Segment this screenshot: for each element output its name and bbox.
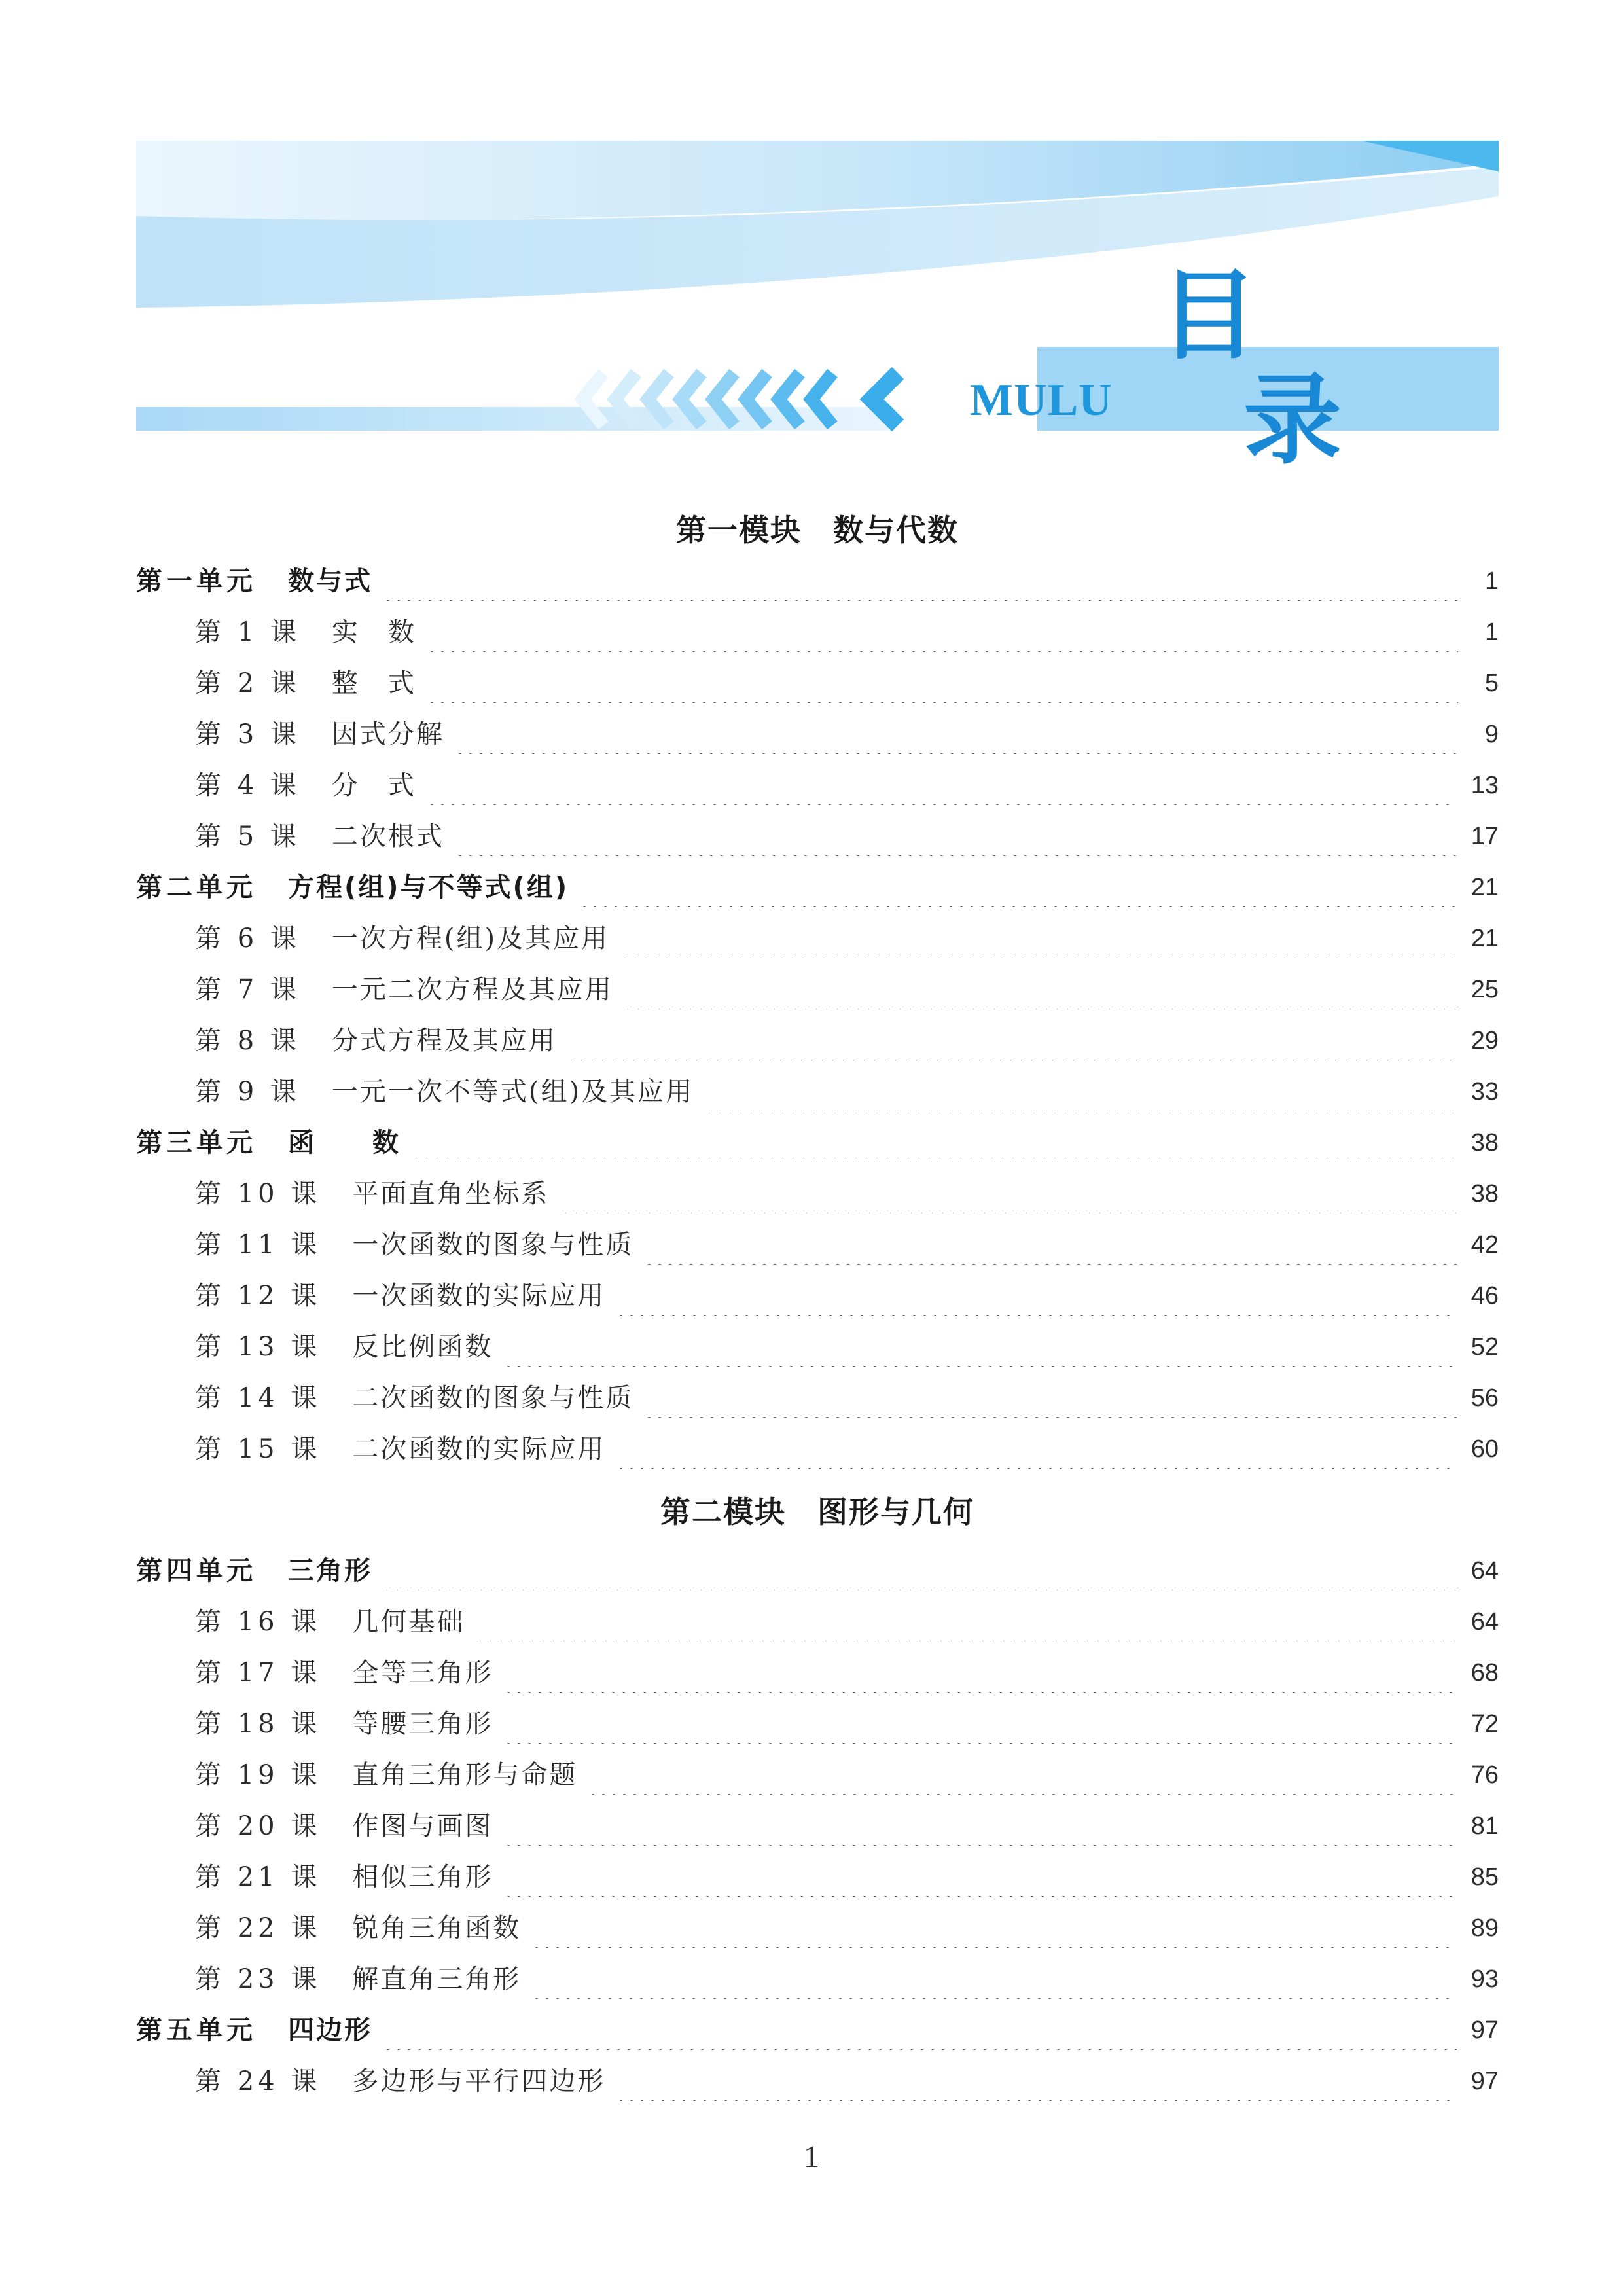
lesson-title: 解直角三角形 [352, 1964, 522, 1994]
toc-lesson-entry[interactable] [195, 1602, 1499, 1641]
dot-leader [704, 1072, 1457, 1111]
lesson-title: 平面直角坐标系 [352, 1179, 550, 1209]
lesson-number: 第 7 课 [195, 975, 300, 1005]
toc-lesson-entry[interactable] [195, 664, 1499, 703]
lesson-title: 一次方程(组)及其应用 [331, 924, 610, 954]
toc-lesson-entry[interactable] [195, 1857, 1499, 1897]
lesson-number: 第 14 课 [195, 1383, 321, 1413]
lesson-title: 锐角三角函数 [352, 1913, 522, 1943]
page-ref: 21 [1471, 925, 1499, 952]
lesson-number: 第 18 课 [195, 1709, 321, 1739]
lesson-number: 第 21 课 [195, 1862, 321, 1892]
lesson-number: 第 20 课 [195, 1811, 321, 1841]
dot-leader [503, 1653, 1456, 1693]
lesson-title: 一元一次不等式(组)及其应用 [331, 1077, 694, 1107]
lesson-number: 第 6 课 [195, 924, 300, 954]
unit-title: 三角形 [288, 1556, 372, 1586]
lesson-title: 二次函数的实际应用 [352, 1434, 606, 1464]
dot-leader [616, 1276, 1456, 1316]
lesson-number: 第 13 课 [195, 1332, 321, 1362]
toc-lesson-entry[interactable] [195, 1704, 1499, 1744]
lesson-number: 第 10 课 [195, 1179, 321, 1209]
page-ref: 64 [1471, 1608, 1499, 1636]
toc-lesson-entry[interactable] [195, 1021, 1499, 1060]
lesson-title: 一次函数的实际应用 [352, 1281, 606, 1311]
page-ref: 64 [1471, 1557, 1499, 1585]
dot-leader [560, 1174, 1456, 1213]
toc-unit-entry[interactable] [136, 868, 1499, 907]
lesson-number: 第 23 课 [195, 1964, 321, 1994]
dot-leader [531, 1909, 1456, 1948]
toc-lesson-entry[interactable] [195, 1072, 1499, 1111]
toc-lesson-entry[interactable] [195, 1755, 1499, 1795]
dot-leader [624, 970, 1457, 1009]
lesson-title: 整 式 [331, 668, 416, 698]
toc-lesson-entry[interactable] [195, 1806, 1499, 1846]
lesson-number: 第 24 课 [195, 2066, 321, 2096]
unit-title: 四边形 [288, 2015, 372, 2045]
toc-unit-entry[interactable] [136, 1551, 1499, 1590]
page-title-part1: 目 [1160, 259, 1258, 373]
lesson-title: 因式分解 [331, 719, 444, 749]
toc-lesson-entry[interactable] [195, 970, 1499, 1009]
unit-number: 第一单元 [136, 566, 257, 596]
lesson-title: 一元二次方程及其应用 [331, 975, 613, 1005]
lesson-title: 直角三角形与命题 [352, 1760, 578, 1790]
toc-lesson-entry[interactable] [195, 817, 1499, 856]
page-ref: 76 [1471, 1761, 1499, 1789]
toc-lesson-entry[interactable] [195, 2062, 1499, 2101]
lesson-title: 反比例函数 [352, 1332, 493, 1362]
page-ref: 38 [1471, 1180, 1499, 1208]
lesson-title: 二次根式 [331, 821, 444, 852]
lesson-title: 全等三角形 [352, 1658, 493, 1688]
page-ref: 25 [1471, 976, 1499, 1003]
page-ref: 1 [1484, 619, 1499, 646]
lesson-number: 第 16 课 [195, 1607, 321, 1637]
lesson-title: 等腰三角形 [352, 1709, 493, 1739]
page-ref: 72 [1471, 1710, 1499, 1738]
page-title-part2: 录 [1243, 364, 1342, 478]
page-ref: 33 [1471, 1078, 1499, 1105]
lesson-number: 第 17 课 [195, 1658, 321, 1688]
unit-title: 方程(组)与不等式(组) [288, 872, 569, 903]
lesson-number: 第 2 课 [195, 668, 300, 698]
dot-leader [531, 1960, 1456, 1999]
page-ref: 56 [1471, 1384, 1499, 1412]
dot-leader [383, 1551, 1457, 1590]
lesson-title: 实 数 [331, 617, 416, 647]
toc-lesson-entry[interactable] [195, 715, 1499, 754]
banner-subtitle: MULU [970, 375, 1113, 425]
dot-leader [455, 715, 1458, 754]
lesson-number: 第 9 课 [195, 1077, 300, 1107]
dot-leader [567, 1021, 1457, 1060]
dot-leader [411, 1123, 1457, 1162]
lesson-title: 一次函数的图象与性质 [352, 1230, 634, 1260]
toc-lesson-entry[interactable] [195, 1276, 1499, 1316]
dot-leader [579, 868, 1457, 907]
toc-unit-entry[interactable] [136, 2011, 1499, 2050]
dot-leader [427, 664, 1458, 703]
unit-title: 函 数 [288, 1128, 401, 1158]
toc-lesson-entry[interactable] [195, 1327, 1499, 1367]
page-ref: 93 [1471, 1965, 1499, 1993]
unit-number: 第三单元 [136, 1128, 257, 1158]
lesson-number: 第 12 课 [195, 1281, 321, 1311]
page-ref: 81 [1471, 1812, 1499, 1840]
page-ref: 46 [1471, 1282, 1499, 1310]
page-ref: 89 [1471, 1914, 1499, 1942]
unit-number: 第二单元 [136, 872, 257, 903]
lesson-number: 第 19 课 [195, 1760, 321, 1790]
toc-lesson-entry[interactable] [195, 1225, 1499, 1265]
banner-graphic [0, 0, 1623, 497]
lesson-title: 作图与画图 [352, 1811, 493, 1841]
dot-leader [427, 766, 1457, 805]
lesson-number: 第 1 课 [195, 617, 300, 647]
toc-unit-entry[interactable] [136, 1123, 1499, 1162]
page-ref: 21 [1471, 874, 1499, 901]
dot-leader [616, 2062, 1456, 2101]
page-ref: 97 [1471, 2017, 1499, 2044]
dot-leader [644, 1378, 1456, 1418]
toc-lesson-entry[interactable] [195, 1909, 1499, 1948]
lesson-number: 第 3 课 [195, 719, 300, 749]
page-ref: 5 [1484, 670, 1499, 697]
unit-number: 第四单元 [136, 1556, 257, 1586]
toc-lesson-entry[interactable] [195, 1174, 1499, 1213]
toc-lesson-entry[interactable] [195, 1429, 1499, 1469]
dot-leader [383, 2011, 1457, 2050]
lesson-title: 多边形与平行四边形 [352, 2066, 606, 2096]
page-ref: 68 [1471, 1659, 1499, 1687]
page-number: 1 [804, 2140, 819, 2174]
dot-leader [644, 1225, 1456, 1265]
toc-lesson-entry[interactable] [195, 766, 1499, 805]
dot-leader [503, 1704, 1456, 1744]
dot-leader [503, 1327, 1456, 1367]
lesson-number: 第 4 课 [195, 770, 300, 800]
lesson-title: 分式方程及其应用 [331, 1026, 557, 1056]
lesson-title: 二次函数的图象与性质 [352, 1383, 634, 1413]
toc-lesson-entry[interactable] [195, 1653, 1499, 1693]
page-ref: 97 [1471, 2068, 1499, 2095]
header-banner [0, 0, 1623, 497]
unit-title: 数与式 [288, 566, 372, 596]
dot-leader [383, 562, 1458, 601]
toc-lesson-entry[interactable] [195, 613, 1499, 652]
page-ref: 9 [1484, 721, 1499, 748]
page-ref: 42 [1471, 1231, 1499, 1259]
page-ref: 1 [1484, 567, 1499, 595]
toc-lesson-entry[interactable] [195, 919, 1499, 958]
dot-leader [588, 1755, 1456, 1795]
module-title: 第二模块 图形与几何 [660, 1494, 974, 1530]
dot-leader [616, 1429, 1456, 1469]
page-ref: 17 [1471, 823, 1499, 850]
lesson-number: 第 22 课 [195, 1913, 321, 1943]
lesson-number: 第 11 课 [195, 1230, 321, 1260]
dot-leader [475, 1602, 1456, 1641]
page-ref: 29 [1471, 1027, 1499, 1054]
toc-lesson-entry[interactable] [195, 1960, 1499, 1999]
dot-leader [427, 613, 1458, 652]
page-ref: 85 [1471, 1863, 1499, 1891]
page-ref: 52 [1471, 1333, 1499, 1361]
module-title: 第一模块 数与代数 [676, 512, 959, 548]
unit-number: 第五单元 [136, 2015, 257, 2045]
lesson-number: 第 8 课 [195, 1026, 300, 1056]
page-ref: 13 [1471, 772, 1499, 799]
lesson-title: 相似三角形 [352, 1862, 493, 1892]
banner-bottom-bar [136, 407, 889, 431]
dot-leader [503, 1857, 1456, 1897]
page-ref: 38 [1471, 1129, 1499, 1157]
page-ref: 60 [1471, 1435, 1499, 1463]
toc-unit-entry[interactable] [136, 562, 1499, 601]
dot-leader [620, 919, 1457, 958]
toc-lesson-entry[interactable] [195, 1378, 1499, 1418]
lesson-number: 第 15 课 [195, 1434, 321, 1464]
dot-leader [455, 817, 1457, 856]
lesson-number: 第 5 课 [195, 821, 300, 852]
lesson-title: 几何基础 [352, 1607, 465, 1637]
lesson-title: 分 式 [331, 770, 416, 800]
dot-leader [503, 1806, 1456, 1846]
